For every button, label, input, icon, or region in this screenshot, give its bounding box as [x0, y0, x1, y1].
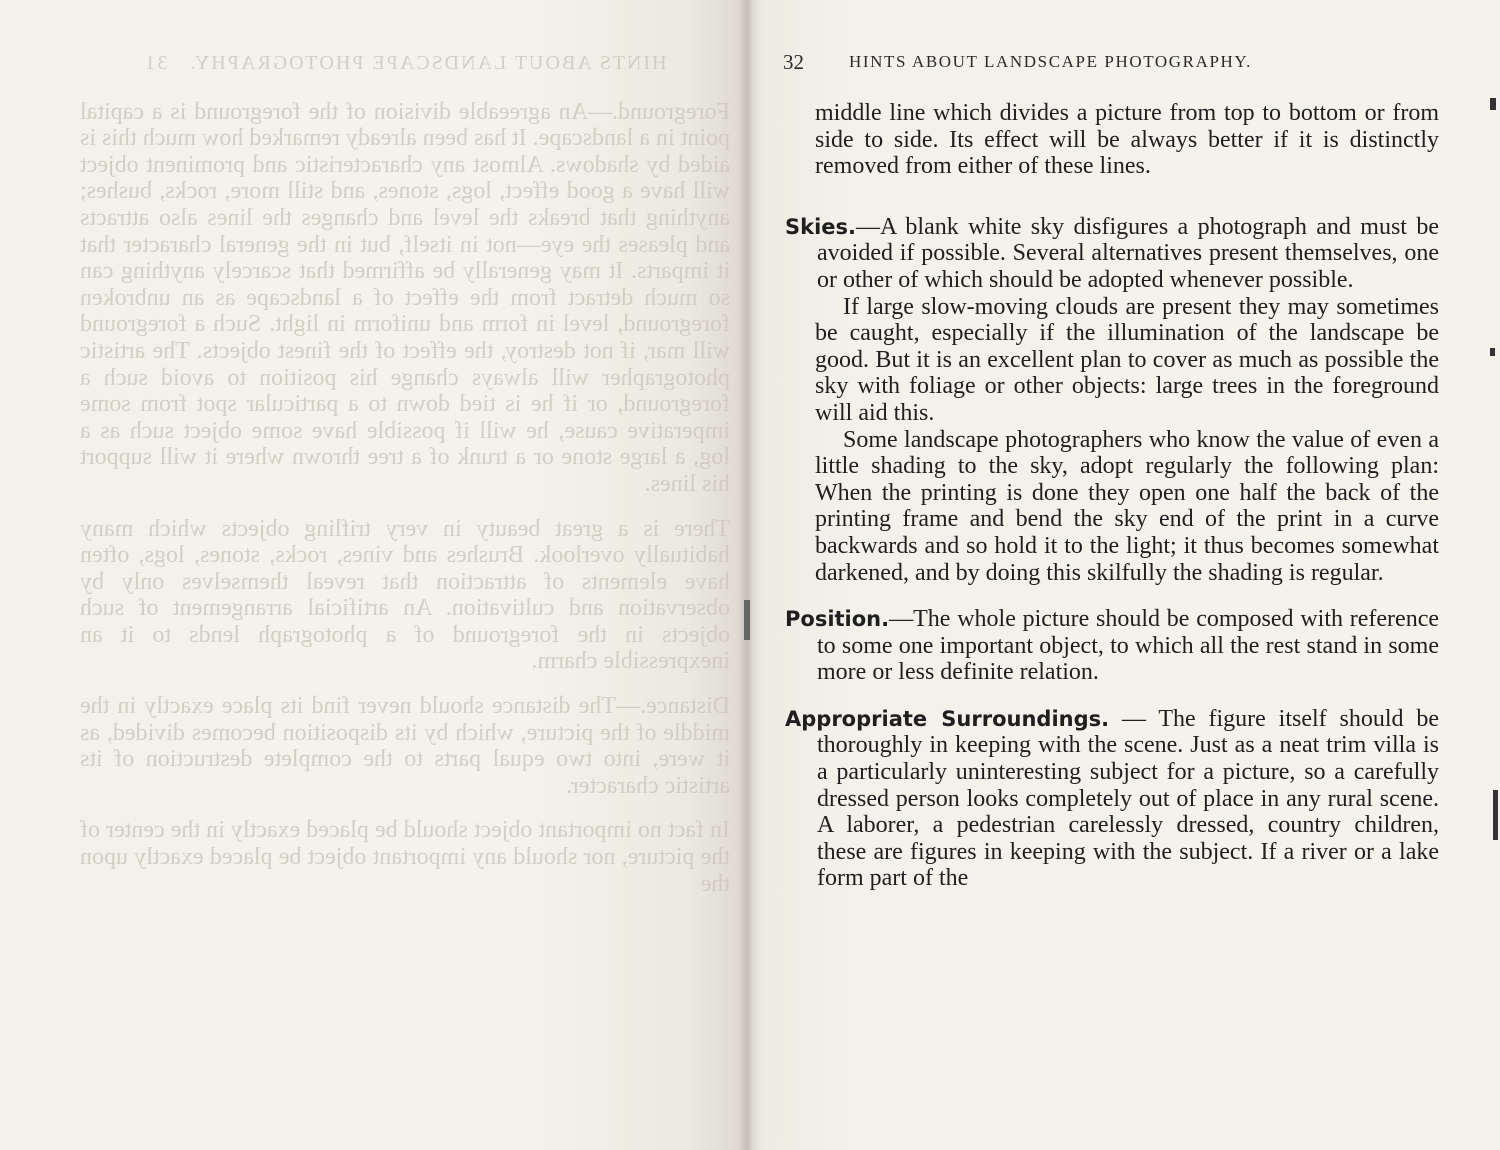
section-heading-skies: Skies.: [785, 214, 857, 239]
body-paragraph: middle line which divides a picture from top to bottom or from side to side. Its effect will be always better if it is distinctly removed from either of these lines.: [815, 100, 1439, 180]
edge-mark: [1490, 98, 1496, 110]
edge-mark: [744, 600, 750, 640]
right-page-header-title: HINTS ABOUT LANDSCAPE PHOTOGRAPHY.: [849, 52, 1252, 71]
right-page-header: [783, 50, 1363, 80]
right-page-body: [785, 100, 1439, 892]
section-heading-position: Position.: [785, 607, 890, 632]
left-paragraph: In fact no important object should be placed exactly in the center of the picture, nor should any important object be placed exactly upon the: [80, 817, 730, 897]
edge-mark: [1493, 790, 1498, 840]
right-page-number: 32: [783, 50, 804, 74]
surroundings-section: [745, 706, 1439, 892]
left-paragraph: Foreground.—An agreeable division of the foreground is a capital point in a landscape. It has been already remarked how much this is aided by shadows. Almost any characteristic and prominent object will have a good effect, logs, stones, and still more, rocks, bushes; anything that breaks the level and changes the lines also attracts and pleases the eye—not in itself, but in the general character that it imparts. It may generally be affirmed that scarcely anything can so much detract from the effect of a landscape as an unbroken foreground, level in form and uniform in light. Such a foreground will mar, if not destroy, the effect of the finest objects. The artistic photographer will always change his position to avoid such a foreground, or if he is tied down to a particular spot from some imperative cause, he will if possible have some object such as a log, a large stone or a trunk of a tree thrown where it will support his lines.: [80, 98, 730, 497]
skies-section: [785, 214, 1439, 294]
edge-mark: [1490, 348, 1495, 356]
section-heading-surroundings: Appropriate Surroundings.: [785, 706, 1110, 731]
position-text: —The whole picture should be composed with reference to some one important object, to which all the rest stand in some more or less definite relation.: [817, 606, 1439, 686]
left-page: [0, 0, 748, 1150]
skies-text: —A blank white sky disfigures a photograph and must be avoided if possible. Several alternatives present themselves, one or other of which should be adopted whenever possible.: [817, 213, 1439, 293]
body-paragraph: Some landscape photographers who know the value of even a little shading to the sky, adopt regularly the following plan: When the printing is done they open one half the back of the printing frame and bend the sky end of the print in a curve backwards and so hold it to the light; it thus becomes somewhat darkened, and by doing this skilfully the shading is regular.: [815, 426, 1439, 586]
book-gutter: [738, 0, 762, 1150]
left-page-header-title: HINTS ABOUT LANDSCAPE PHOTOGRAPHY.: [188, 52, 667, 74]
left-page-header: [80, 50, 730, 77]
left-page-number: 31: [143, 52, 168, 74]
surroundings-text: — The figure itself should be thoroughly in keeping with the scene. Just as a neat trim villa is a particularly uninteresting subject for a picture, so a carefully dressed person looks completely out of place in any rural scene. A laborer, a pedestrian carelessly dressed, country children, these are figures in keeping with the subject. If a river or a lake form part of the: [817, 705, 1439, 892]
left-paragraph: There is a great beauty in very trifling objects which many habitually overlook. Brushes and vines, rocks, stones, logs, often have elements of attraction that reveal themselves only by observation and cultivation. An artificial arrangement of such objects in the foreground of a photograph lends to it an inexpressible charm.: [80, 515, 730, 675]
body-paragraph: If large slow-moving clouds are present they may sometimes be caught, especially if the illumination of the landscape be good. But it is an excellent plan to cover as much as possible the sky with foliage or other objects: large trees in the foreground will aid this.: [815, 293, 1439, 426]
left-paragraph: Distance.—The distance should never find its place exactly in the middle of the picture, which by its disposition becomes divided, as it were, into two equal parts to the complete destruction of its artistic character.: [80, 693, 730, 799]
position-section: [745, 606, 1439, 686]
left-page-bleed-text: [80, 50, 730, 915]
